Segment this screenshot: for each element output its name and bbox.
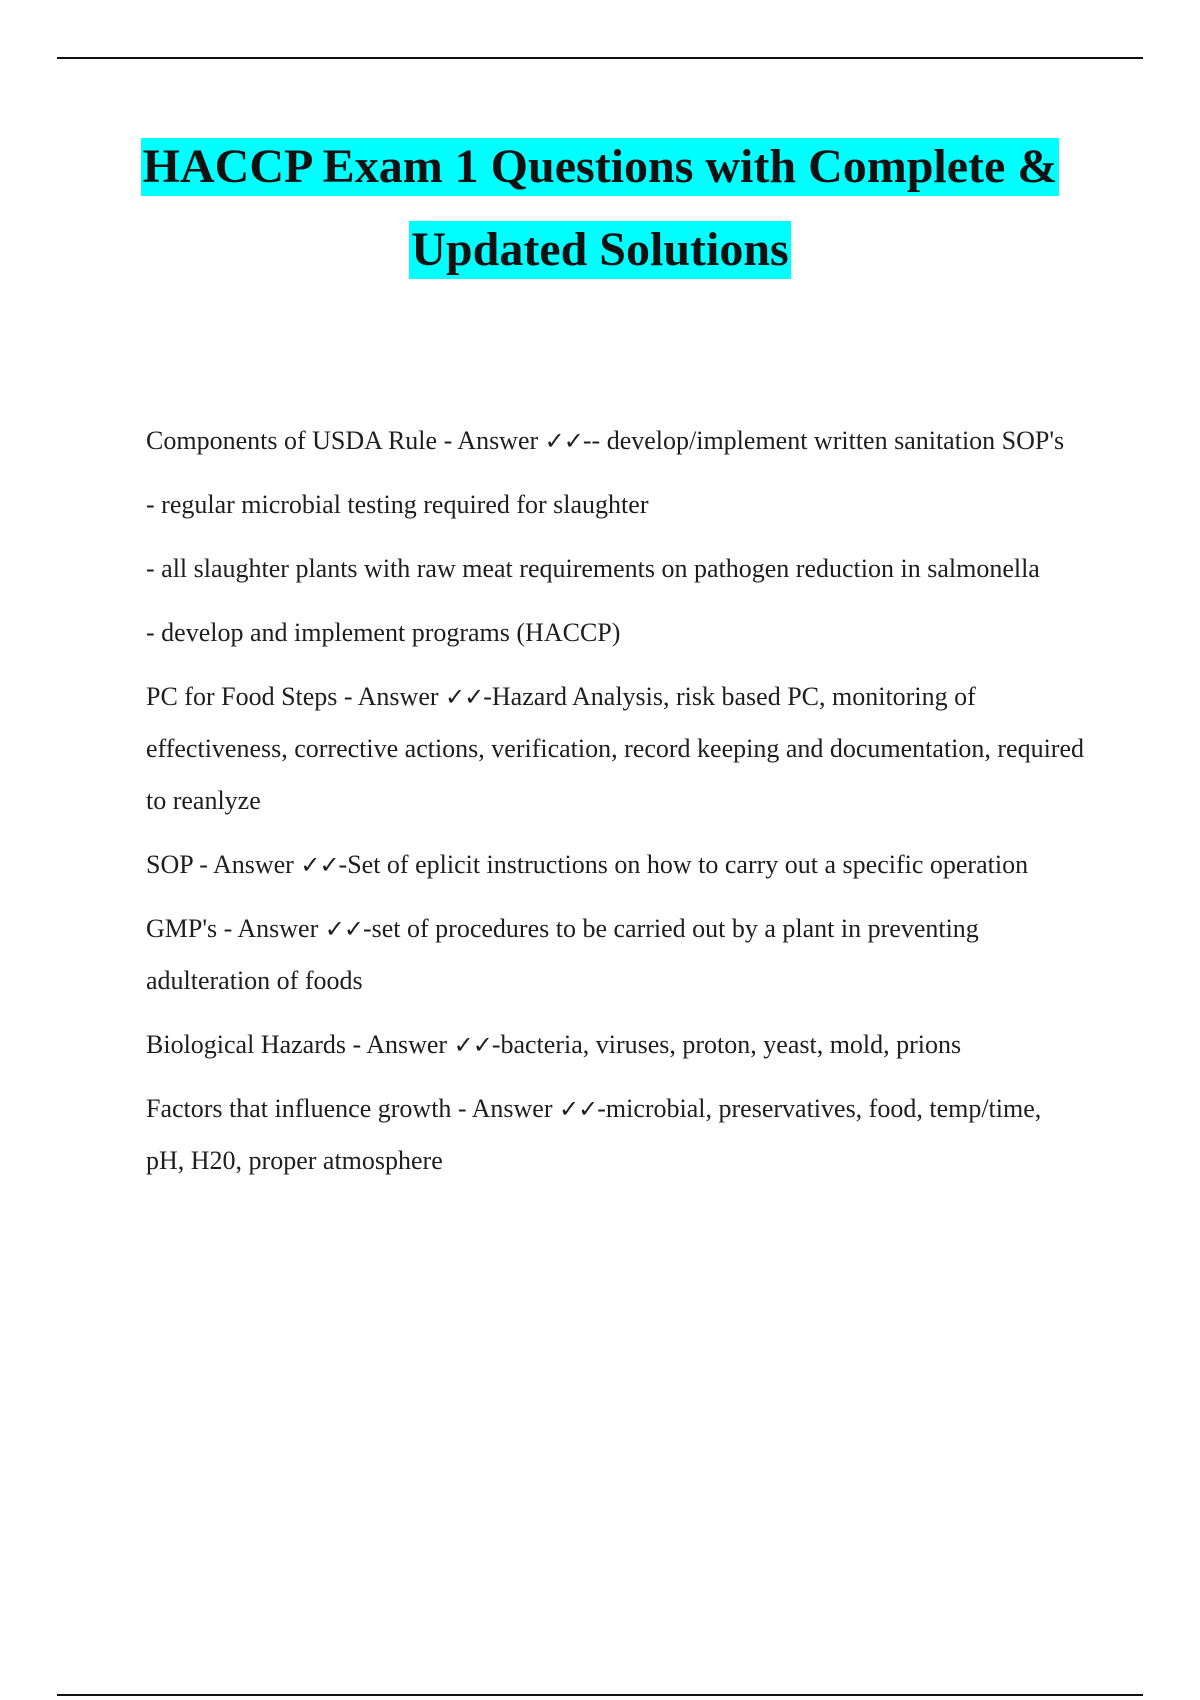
entry-pathogen-reduction: - all slaughter plants with raw meat requirements on pathogen reduction in salmonella [146, 554, 1040, 583]
double-check-icon: ✓✓ [453, 1031, 492, 1059]
title-line-1: HACCP Exam 1 Questions with Complete & [141, 138, 1060, 196]
entry-gmps [146, 903, 1086, 1007]
entry-microbial-testing: - regular microbial testing required for slaughter [146, 490, 649, 519]
document-body [146, 415, 1086, 1199]
title-line-2: Updated Solutions [409, 221, 790, 279]
entry-question: PC for Food Steps - Answer [146, 682, 446, 711]
double-check-icon: ✓✓ [300, 851, 339, 879]
entry-sop [146, 839, 1086, 891]
entry-biological-hazards [146, 1019, 1086, 1071]
bottom-rule [57, 1694, 1143, 1696]
entry-pc-food-steps [146, 671, 1086, 827]
double-check-icon: ✓✓ [559, 1095, 598, 1123]
entry-question: GMP's - Answer [146, 914, 325, 943]
entry-usda-rule [146, 415, 1086, 467]
double-check-icon: ✓✓ [324, 915, 363, 943]
entry-answer: -set of procedures to be carried out by a plant in preventing adulteration of foods [146, 914, 979, 995]
entry-question: Components of USDA Rule - Answer [146, 426, 545, 455]
double-check-icon: ✓✓ [544, 427, 583, 455]
entry-growth-factors [146, 1083, 1086, 1187]
entry-question: Factors that influence growth - Answer [146, 1094, 560, 1123]
entry-answer: -microbial, preservatives, food, temp/time, pH, H20, proper atmosphere [146, 1094, 1042, 1175]
top-rule [57, 57, 1143, 59]
entry-answer: -- develop/implement written sanitation SOP's [582, 426, 1065, 455]
entry-haccp-programs: - develop and implement programs (HACCP) [146, 618, 621, 647]
entry-question: SOP - Answer [146, 850, 301, 879]
entry-answer: -Hazard Analysis, risk based PC, monitoring of effectiveness, corrective actions, verification, record keeping and documentation, required to reanlyze [146, 682, 1085, 815]
entry-answer: -bacteria, viruses, proton, yeast, mold, prions [491, 1030, 962, 1059]
entry-question: Biological Hazards - Answer [146, 1030, 454, 1059]
document-title [0, 138, 1200, 304]
double-check-icon: ✓✓ [445, 683, 484, 711]
entry-answer: -Set of eplicit instructions on how to carry out a specific operation [338, 850, 1029, 879]
